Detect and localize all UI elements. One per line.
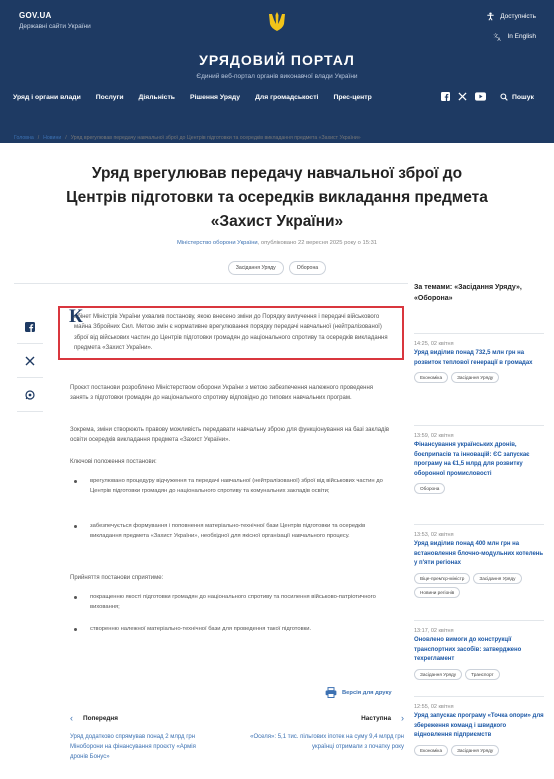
news-title[interactable]: Уряд виділив понад 400 млн грн на встановлення блочно-модульних котелень у п'яти регіонах xyxy=(414,541,544,567)
nav-item-decisions[interactable]: Рішення Уряду xyxy=(189,94,241,101)
prev-article-title[interactable]: Уряд додатково спрямував понад 2 млрд грн Міноборони на фінансування проєкту «Армія дронів Бонус» xyxy=(70,734,196,760)
print-version-link[interactable] xyxy=(325,687,392,698)
news-tag[interactable]: Новини регіонів xyxy=(414,587,460,598)
lead-text: абінет Міністрів України ухвалив постанову, якою внесено зміни до Порядку вилучення і передачі військового майна Збройних Сил. Метою змін є нормативне врегулювання порядку передачі навчальної (нейтралізованої) зброї від військових частин до Центрів підготовки громадян до національного спротиву та осередків викладання предмета «Захист України». xyxy=(74,314,388,352)
breadcrumb-home[interactable]: Головна xyxy=(14,135,34,141)
language-switch[interactable] xyxy=(493,32,536,41)
facebook-icon[interactable] xyxy=(441,92,450,101)
gov-ua-logo[interactable] xyxy=(19,11,91,30)
next-label: Наступна xyxy=(361,714,391,722)
nav-item-services[interactable]: Послуги xyxy=(95,94,124,101)
news-time: 13:17, 02 квітня xyxy=(414,628,454,634)
breadcrumb-current: Уряд врегулював передачу навчальної зброї до Центрів підготовки та осередків викладання предмета «Захист України» xyxy=(70,135,361,141)
news-tag[interactable]: Засідання Уряду xyxy=(451,372,499,383)
nav-item-press[interactable]: Прес-центр xyxy=(333,94,372,101)
list-item xyxy=(90,592,390,613)
news-card[interactable] xyxy=(414,620,544,680)
nav-item-activity[interactable]: Діяльність xyxy=(138,94,175,101)
chevron-right-icon: › xyxy=(401,713,404,723)
list-item-text: покращенню якості підготовки громадян до національного спротиву та посилення військово-патріотичного виховання; xyxy=(90,594,376,611)
news-time: 13:53, 02 квітня xyxy=(414,532,454,538)
bullet xyxy=(74,525,77,528)
news-card[interactable] xyxy=(414,696,544,756)
sidebar-heading: За темами: «Засідання Уряду», «Оборона» xyxy=(414,284,522,302)
portal-subtitle: Єдиний веб-портал органів виконавчої влади України xyxy=(196,73,358,80)
news-card[interactable] xyxy=(414,524,544,598)
breadcrumb-separator: / xyxy=(65,135,67,141)
youtube-icon[interactable] xyxy=(475,92,486,101)
news-tag[interactable]: Віце-прем'єр-міністр xyxy=(414,573,470,584)
accessibility-label: Доступність xyxy=(500,13,536,20)
x-icon xyxy=(25,356,35,366)
accessibility-link[interactable] xyxy=(486,12,536,21)
news-tag[interactable]: Засідання Уряду xyxy=(414,669,462,680)
list-item xyxy=(90,624,390,634)
article-tags xyxy=(0,261,554,275)
news-card[interactable] xyxy=(414,425,544,494)
share-facebook[interactable] xyxy=(17,310,43,344)
translate-icon xyxy=(493,32,502,41)
paragraph: Зокрема, зміни створюють правову можливість передавати навчальну зброю для функціонування на базі закладів освіти осередків викладання предмета «Захист України». xyxy=(70,427,390,444)
tag-government-meeting[interactable]: Засідання Уряду xyxy=(228,261,284,275)
facebook-icon xyxy=(25,322,35,332)
logo-subtitle: Державні сайти України xyxy=(19,23,91,30)
paragraph: Прийняття постанови сприятиме: xyxy=(70,575,164,581)
news-title[interactable]: Фінансування українських дронів, боєприпасів та інновацій: ЄС запускає програму на €1,5 млрд для розвитку оборонної промисловості xyxy=(414,442,530,477)
portal-title: УРЯДОВИЙ ПОРТАЛ xyxy=(199,52,355,68)
sidebar xyxy=(414,282,544,304)
article-lead-highlighted xyxy=(58,306,404,360)
x-icon[interactable] xyxy=(458,92,467,101)
trident-icon[interactable] xyxy=(265,10,289,34)
svg-text:A: A xyxy=(497,38,502,41)
list-item-text: забезпечується формування і поповнення матеріально-технічної бази Центрів підготовки та осередків викладання предмета «Захист України», необхідної для якісної організації навчального процесу. xyxy=(90,523,366,540)
news-tag[interactable]: Транспорт xyxy=(465,669,500,680)
prev-label: Попередня xyxy=(83,714,119,722)
whatsapp-icon xyxy=(25,390,35,400)
breadcrumb xyxy=(14,135,361,141)
list-item-text: врегулювано процедуру відчуження та передачі навчальної (нейтралізованої) зброї від військових частин до Центрів підготовки громадян до національного спротиву та комунальних закладів освіти; xyxy=(90,478,383,495)
list-item xyxy=(90,476,390,497)
logo-title: GOV.UA xyxy=(19,11,52,20)
breadcrumb-separator: / xyxy=(37,135,40,141)
article-date: , опубліковано 22 вересня 2025 року о 15:31 xyxy=(257,240,378,246)
next-article-title[interactable]: «Оселя»: 5,1 тис. пільгових іпотек на суму 9,4 млрд грн українці отримали з початку року xyxy=(250,734,404,750)
print-icon xyxy=(325,687,337,698)
site-header xyxy=(0,0,554,143)
news-title[interactable]: Оновлено вимоги до конструкції транспортних засобів: затверджено техрегламент xyxy=(414,637,522,663)
news-tag[interactable]: Економіка xyxy=(414,745,448,756)
news-tag[interactable]: Засідання Уряду xyxy=(473,573,521,584)
nav-item-public[interactable]: Для громадськості xyxy=(255,94,319,101)
news-time: 12:55, 02 квітня xyxy=(414,704,454,710)
paragraph: Ключові положення постанови: xyxy=(70,459,157,465)
print-label: Версія для друку xyxy=(342,689,392,696)
tag-defense[interactable]: Оборона xyxy=(289,261,326,275)
breadcrumb-news[interactable]: Новини xyxy=(43,135,62,141)
news-title[interactable]: Уряд запускає програму «Точка опори» для збереження команд і швидкого відновлення підприємств xyxy=(414,713,544,739)
bullet xyxy=(74,628,77,631)
news-card[interactable] xyxy=(414,333,544,383)
search-icon xyxy=(500,93,508,101)
news-time: 14:25, 02 квітня xyxy=(414,341,454,347)
news-tag[interactable]: Оборона xyxy=(414,483,445,494)
prev-article[interactable] xyxy=(70,713,210,762)
drop-cap: К xyxy=(69,306,83,327)
article-title: Уряд врегулював передачу навчальної зброї до Центрів підготовки та осередків викладання предмета «Захист України» xyxy=(66,165,488,230)
share-x[interactable] xyxy=(17,344,43,378)
news-tag[interactable]: Засідання Уряду xyxy=(451,745,499,756)
search-button[interactable] xyxy=(500,93,534,101)
nav-item-government[interactable]: Уряд і органи влади xyxy=(13,94,81,101)
news-tag[interactable]: Економіка xyxy=(414,372,448,383)
language-label: In English xyxy=(507,33,536,40)
list-item xyxy=(90,521,390,542)
bullet xyxy=(74,596,77,599)
search-label: Пошук xyxy=(512,93,534,101)
main-nav xyxy=(13,94,372,101)
svg-text:文: 文 xyxy=(493,33,499,40)
list-item-text: створенню належної матеріально-технічної бази для проведення такої підготовки. xyxy=(90,626,312,632)
divider xyxy=(14,283,408,284)
accessibility-icon xyxy=(486,12,495,21)
news-title[interactable]: Уряд виділив понад 732,5 млн грн на розвиток теплової генерації в громадах xyxy=(414,350,533,366)
news-time: 13:59, 02 квітня xyxy=(414,433,454,439)
share-whatsapp[interactable] xyxy=(17,378,43,412)
bullet xyxy=(74,480,77,483)
next-article[interactable] xyxy=(244,713,404,752)
social-links xyxy=(441,92,486,101)
article-source[interactable]: Міністерство оборони України xyxy=(176,240,258,246)
chevron-left-icon: ‹ xyxy=(70,713,73,723)
share-bar xyxy=(17,310,43,412)
article-meta xyxy=(0,240,554,246)
paragraph: Проєкт постанови розроблено Міністерством оборони України з метою забезпечення належного проведення занять з підготовки громадян до національного спротиву відповідно до типових навчальних програм. xyxy=(70,385,374,402)
